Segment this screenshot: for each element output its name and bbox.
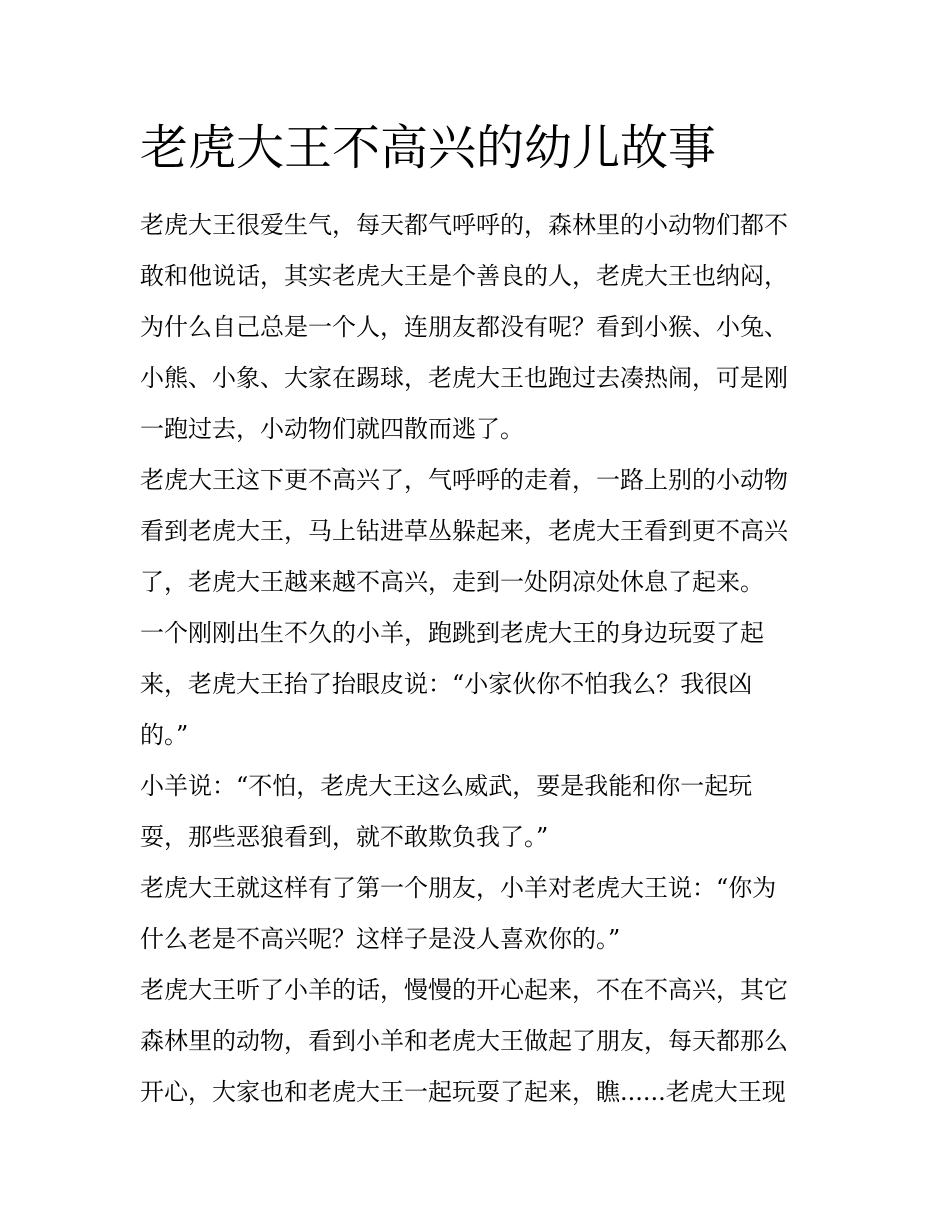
text-line: 为什么自己总是一个人，连朋友都没有呢？看到小猴、小兔、	[140, 313, 788, 341]
document-title: 老虎大王不高兴的幼儿故事	[140, 120, 717, 176]
text-line: 老虎大王听了小羊的话，慢慢的开心起来，不在不高兴，其它	[140, 976, 788, 1004]
text-line: 了，老虎大王越来越不高兴，走到一处阴凉处休息了起来。	[140, 568, 764, 596]
text-line: 一跑过去，小动物们就四散而逃了。	[140, 415, 524, 443]
text-line: 小羊说：“不怕，老虎大王这么威武，要是我能和你一起玩	[140, 772, 753, 800]
text-line: 一个刚刚出生不久的小羊，跑跳到老虎大王的身边玩耍了起	[140, 619, 764, 647]
text-line: 老虎大王就这样有了第一个朋友，小羊对老虎大王说：“你为	[140, 874, 777, 902]
text-line: 的。”	[140, 721, 189, 749]
text-line: 老虎大王很爱生气，每天都气呼呼的，森林里的小动物们都不	[140, 211, 788, 239]
text-line: 开心，大家也和老虎大王一起玩耍了起来，瞧......老虎大王现	[140, 1078, 786, 1106]
text-line: 什么老是不高兴呢？这样子是没人喜欢你的。”	[140, 925, 621, 953]
text-line: 森林里的动物，看到小羊和老虎大王做起了朋友，每天都那么	[140, 1027, 788, 1055]
text-line: 老虎大王这下更不高兴了，气呼呼的走着，一路上别的小动物	[140, 466, 788, 494]
text-line: 耍，那些恶狼看到，就不敢欺负我了。”	[140, 823, 549, 851]
text-line: 小熊、小象、大家在踢球，老虎大王也跑过去凑热闹，可是刚	[140, 364, 788, 392]
text-line: 敢和他说话，其实老虎大王是个善良的人，老虎大王也纳闷，	[140, 262, 788, 290]
text-line: 来，老虎大王抬了抬眼皮说：“小家伙你不怕我么？我很凶	[140, 670, 753, 698]
text-line: 看到老虎大王，马上钻进草丛躲起来，老虎大王看到更不高兴	[140, 517, 788, 545]
document-body	[140, 200, 820, 1118]
